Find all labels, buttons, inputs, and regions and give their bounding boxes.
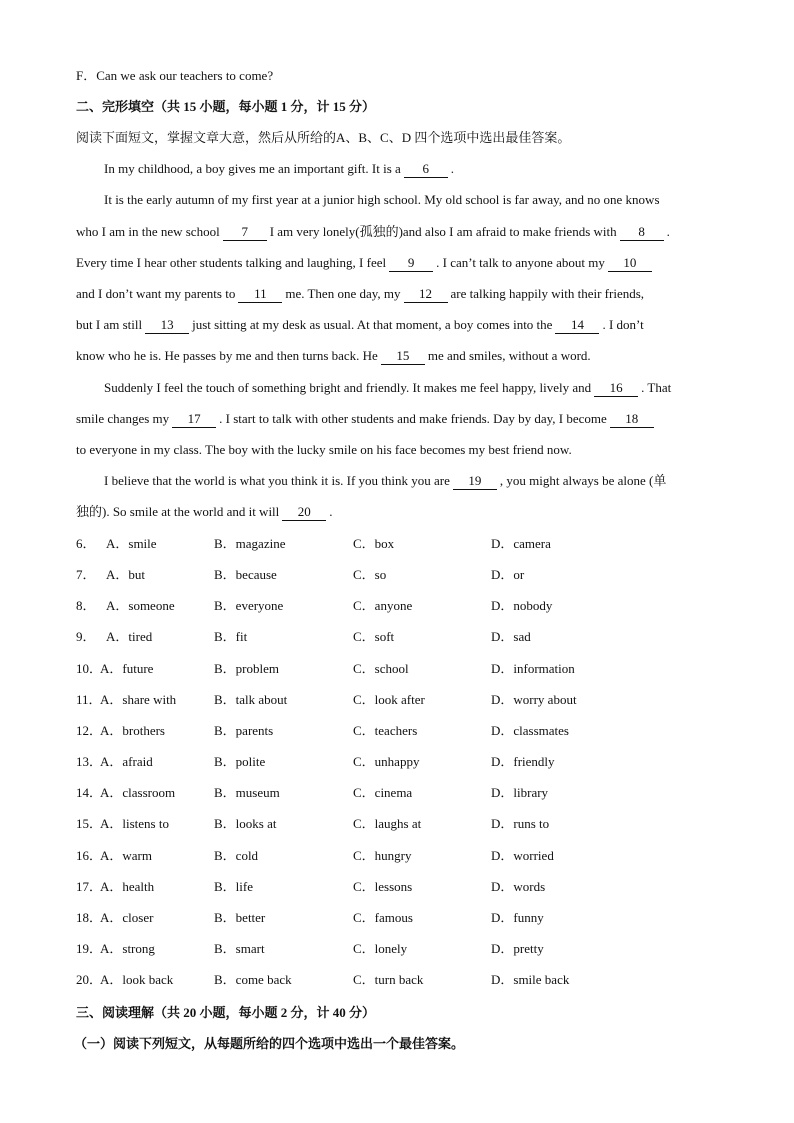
passage-text: . [329,504,333,519]
option-d: D．worried [491,848,554,863]
passage-text: . [666,224,670,239]
answer-blank: 15 [381,348,425,365]
option-d: D．nobody [491,598,553,613]
question-row [76,908,716,928]
option-c: C．look after [353,692,425,707]
question-row [76,783,716,803]
section-subheading: （一）阅读下列短文，从每题所给的四个选项中选出一个最佳答案。 [74,1036,465,1051]
option-d: D．funny [491,910,544,925]
option-b: B．come back [214,972,292,987]
option-d: D．smile back [491,972,570,987]
option-c: C．turn back [353,972,424,987]
option-b: B．magazine [214,536,286,551]
section-heading-cloze: 二、完形填空（共 15 小题，每小题 1 分，计 15 分） [76,99,376,114]
section-instruction: 阅读下面短文，掌握文章大意，然后从所给的A、B、C、D 四个选项中选出最佳答案。 [76,130,571,145]
question-number: 12． [76,723,103,738]
passage-text: know who he is. He passes by me and then turns back. He [76,348,378,363]
section-heading-reading: 三、阅读理解（共 20 小题，每小题 2 分，计 40 分） [76,1005,376,1020]
passage-text: to everyone in my class. The boy with the lucky smile on his face becomes my best friend now. [76,442,572,457]
option-a: A．smile [106,536,157,551]
option-a: A．share with [100,692,177,707]
question-number: 13． [76,754,103,769]
question-row [76,721,716,741]
answer-blank: 18 [610,411,654,428]
option-b: B．everyone [214,598,284,613]
passage-line [76,253,721,273]
question-number: 6． [76,536,96,551]
option-a: A．warm [100,848,152,863]
answer-blank: 10 [608,255,652,272]
question-number: 8． [76,598,96,613]
question-number: 17． [76,879,103,894]
option-c: C．school [353,661,409,676]
question-number: 7． [76,567,96,582]
question-row [76,596,716,616]
answer-blank: 8 [620,224,664,241]
passage-text: I am very lonely(孤独的)and also I am afraid to make friends with [269,224,617,239]
option-c: C．soft [353,629,395,644]
option-a: A．tired [106,629,153,644]
option-a: A．afraid [100,754,153,769]
question-number: 20． [76,972,103,987]
question-row [76,627,716,647]
answer-blank: 14 [555,317,599,334]
option-d: D．camera [491,536,551,551]
answer-blank: 17 [172,411,216,428]
option-d: D．words [491,879,546,894]
option-b: B．fit [214,629,248,644]
question-row [76,970,716,990]
previous-question-option: F．Can we ask our teachers to come? [76,68,274,83]
question-row [76,534,716,554]
passage-line [104,159,721,179]
option-c: C．lessons [353,879,413,894]
option-d: D．library [491,785,549,800]
option-c: C．hungry [353,848,412,863]
question-number: 19． [76,941,103,956]
question-row [76,877,716,897]
option-b: B．because [214,567,277,582]
option-a: A．listens to [100,816,169,831]
passage-line [104,190,721,210]
passage-text: but I am still [76,317,143,332]
option-d: D．worry about [491,692,577,707]
passage-text: It is the early autumn of my first year at a junior high school. My old school is far away, and no one knows [104,192,660,207]
passage-line [104,378,721,398]
option-d: D．runs to [491,816,550,831]
answer-blank: 9 [389,255,433,272]
passage-text: . That [641,380,672,395]
question-row [76,939,716,959]
answer-blank: 12 [404,286,448,303]
question-row [76,814,716,834]
passage-text: 独的). So smile at the world and it will [76,504,280,519]
answer-blank: 7 [223,224,267,241]
option-a: A．future [100,661,154,676]
option-d: D．information [491,661,575,676]
option-c: C．unhappy [353,754,420,769]
option-b: B．cold [214,848,259,863]
option-c: C．lonely [353,941,408,956]
passage-text: . [450,161,455,176]
passage-line [76,346,721,366]
passage-text: Suddenly I feel the touch of something bright and friendly. It makes me feel happy, lively and [104,380,592,395]
question-number: 10． [76,661,103,676]
question-row [76,690,716,710]
question-number: 9． [76,629,96,644]
option-c: C．box [353,536,395,551]
question-number: 16． [76,848,103,863]
option-c: C．so [353,567,387,582]
option-b: B．problem [214,661,279,676]
passage-line [104,471,721,491]
passage-line [76,284,721,304]
option-a: A．strong [100,941,155,956]
option-d: D．friendly [491,754,555,769]
question-row [76,752,716,772]
passage-line [76,222,721,242]
option-b: B．better [214,910,266,925]
answer-blank: 20 [282,504,326,521]
option-d: D．sad [491,629,531,644]
passage-line [76,502,721,522]
option-c: C．cinema [353,785,413,800]
question-number: 11． [76,692,102,707]
option-a: A．closer [100,910,154,925]
option-d: D．pretty [491,941,544,956]
option-a: A．health [100,879,155,894]
question-row [76,659,716,679]
option-b: B．museum [214,785,280,800]
option-a: A．someone [106,598,175,613]
passage-line [76,409,721,429]
passage-text: . I don’t [602,317,644,332]
passage-text: . I can’t talk to anyone about my [436,255,605,270]
option-b: B．talk about [214,692,288,707]
option-b: B．parents [214,723,274,738]
passage-line [76,440,721,460]
option-d: D．or [491,567,525,582]
answer-blank: 16 [594,380,638,397]
option-b: B．looks at [214,816,277,831]
answer-blank: 19 [453,473,497,490]
question-row [76,565,716,585]
answer-blank: 13 [145,317,189,334]
passage-text: just sitting at my desk as usual. At that moment, a boy comes into the [192,317,553,332]
passage-text: are talking happily with their friends, [450,286,645,301]
option-b: B．polite [214,754,266,769]
passage-text: In my childhood, a boy gives me an important gift. It is a [104,161,401,176]
option-c: C．anyone [353,598,413,613]
option-c: C．teachers [353,723,418,738]
option-b: B．smart [214,941,265,956]
option-c: C．famous [353,910,413,925]
option-d: D．classmates [491,723,569,738]
passage-text: I believe that the world is what you think it is. If you think you are [104,473,450,488]
question-number: 15． [76,816,103,831]
question-number: 14． [76,785,103,800]
answer-blank: 11 [238,286,282,303]
passage-text: who I am in the new school [76,224,220,239]
passage-text: Every time I hear other students talking and laughing, I feel [76,255,387,270]
question-row [76,846,716,866]
passage-text: me and smiles, without a word. [427,348,591,363]
passage-text: and I don’t want my parents to [76,286,236,301]
passage-text: me. Then one day, my [285,286,401,301]
option-a: A．classroom [100,785,176,800]
passage-line [76,315,721,335]
answer-blank: 6 [404,161,448,178]
option-a: A．brothers [100,723,165,738]
passage-text: . I start to talk with other students and make friends. Day by day, I become [219,411,607,426]
passage-text: , you might always be alone (单 [499,473,667,488]
question-number: 18． [76,910,103,925]
option-a: A．look back [100,972,174,987]
option-a: A．but [106,567,146,582]
option-b: B．life [214,879,253,894]
option-c: C．laughs at [353,816,422,831]
passage-text: smile changes my [76,411,170,426]
